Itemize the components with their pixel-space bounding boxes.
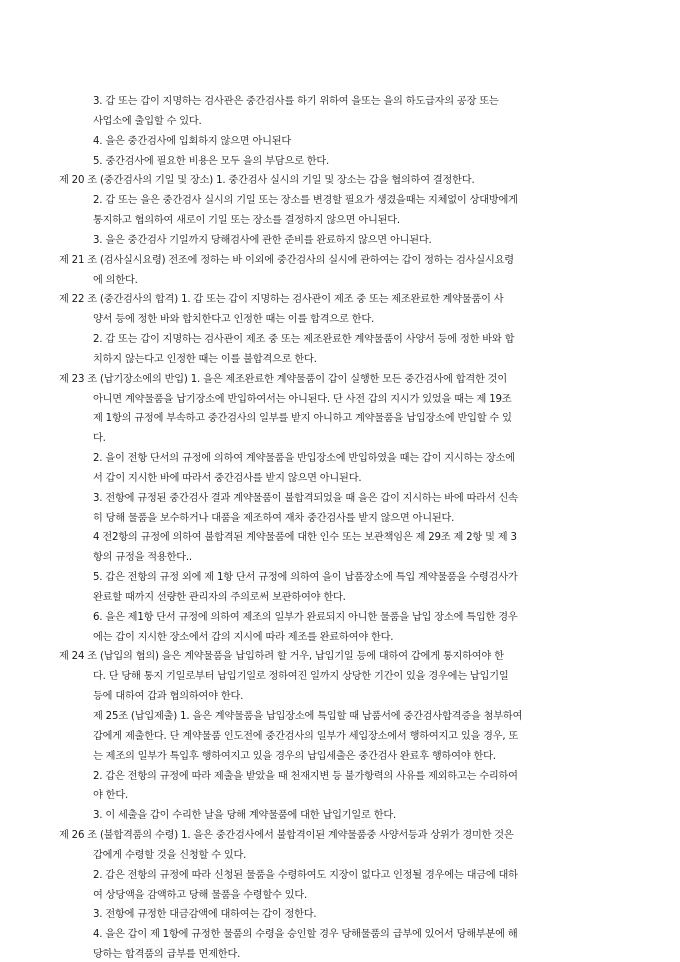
text-line: 3. 이 세출을 갑이 수리한 날을 당해 계약물품에 대한 납입기일로 한다. <box>93 810 397 822</box>
text-line: 3. 전항에 규정한 대금감액에 대하여는 갑이 정한다. <box>93 909 317 921</box>
text-line: 갑에게 제출한다. 단 계약물품 인도전에 중간검사의 일부가 세입장소에서 행하여지고 있을 경우, 또 <box>93 730 519 742</box>
text-line: 갑에게 수령할 것을 신청할 수 있다. <box>93 849 247 861</box>
text-line: 4 전2항의 규정에 의하여 불합격된 계약물품에 대한 인수 또는 보관책임은 제 29조 제 2항 및 제 3 <box>93 532 517 544</box>
text-line: 6. 을은 제1항 단서 규정에 의하여 제조의 일부가 완료되지 아니한 물품을 납입 장소에 특입한 경우 <box>93 611 518 623</box>
article-heading: 제 24 조 (납입의 협의) 을은 계약물품을 납입하려 할 거우, 납입기일 등에 대하여 갑에게 통지하여야 한 <box>59 651 504 663</box>
text-line: 4. 을은 갑이 제 1항에 규정한 물품의 수령을 승인할 경우 당해물품의 급부에 있어서 당해부분에 해 <box>93 929 518 941</box>
article-heading: 제 22 조 (중간검사의 합격) 1. 갑 또는 갑이 지명하는 검사관이 제조 중 또는 제조완료한 계약물품이 사 <box>59 294 504 306</box>
text-line: 다. 단 당해 통지 기일로부터 납입기일로 정하여진 일까지 상당한 기간이 있을 경우에는 납입기일 <box>93 671 509 683</box>
text-line: 서 갑이 지시한 바에 따라서 중간검사를 받지 않으면 아니된다. <box>93 472 362 484</box>
text-line: 5. 갑은 전항의 규정 외에 제 1항 단서 규정에 의하여 을이 납품장소에 특입 계약물품을 수령검사가 <box>93 572 518 584</box>
text-line: 등에 대하여 갑과 협의하여야 한다. <box>93 691 244 703</box>
text-line: 야 한다. <box>93 790 128 802</box>
text-line: 2. 갑 또는 을은 중간검사 실시의 기일 또는 장소를 변경할 필요가 생겼을때는 지체없이 상대방에게 <box>93 195 518 207</box>
article-heading: 제 26 조 (불합격품의 수령) 1. 을은 중간검사에서 불합격이된 계약물품중 사양서등과 상위가 경미한 것은 <box>59 830 514 841</box>
article-heading: 제 21 조 (검사실시요령) 전조에 정하는 바 이외에 중간검사의 실시에 관하여는 갑이 정하는 검사실시요령 <box>59 254 514 266</box>
text-line: 에는 갑이 지시한 장소에서 갑의 지시에 따라 제조를 완료하여야 한다. <box>93 631 394 643</box>
text-line: 2. 갑은 전항의 규정에 따라 제출을 받았을 때 천재지변 등 불가항력의 사유를 제외하고는 수리하여 <box>93 770 518 782</box>
text-line: 당하는 합격품의 급부를 면제한다. <box>93 949 241 960</box>
article-heading: 제 23 조 (납기장소에의 반입) 1. 을은 제조완료한 계약물품이 갑이 실행한 모든 중간검사에 합격한 것이 <box>59 373 507 385</box>
text-line: 3. 전항에 규정된 중간검사 결과 계약물품이 불합격되었을 때 을은 갑이 지시하는 바에 따라서 신속 <box>93 492 518 504</box>
text-line: 는 제조의 일부가 특입후 행하여지고 있을 경우의 납입세출은 중간검사 완료후 행하여야 한다. <box>93 750 496 762</box>
text-line: 3. 을은 중간검사 기일까지 당해검사에 관한 준비를 완료하지 않으면 아니된다. <box>93 234 432 246</box>
text-line: 5. 중간검사에 필요한 비용은 모두 을의 부담으로 한다. <box>93 155 330 167</box>
text-line: 히 당해 물품을 보수하거나 대품을 제조하여 재차 중간검사를 받지 않으면 아니된다. <box>93 512 455 524</box>
text-line: 3. 갑 또는 갑이 지명하는 검사관은 중간검사를 하기 위하여 을또는 을의 하도급자의 공장 또는 <box>93 96 499 107</box>
text-line: 다. <box>93 433 106 445</box>
text-line: 2. 갑은 전항의 규정에 따라 신청된 물품을 수령하여도 지장이 없다고 인정될 경우에는 대금에 대하 <box>93 869 518 881</box>
text-line: 항의 규정을 적용한다.. <box>93 552 192 564</box>
text-line: 에 의한다. <box>93 274 138 286</box>
article-heading: 제 25조 (납입제출) 1. 을은 계약물품을 납입장소에 특입할 때 납품서에 중간검사합격증을 첨부하여 <box>93 711 523 722</box>
text-line: 통지하고 협의하여 새로이 기일 또는 장소를 결정하지 않으면 아니된다. <box>93 215 400 226</box>
text-line: 사업소에 출입할 수 있다. <box>93 115 202 127</box>
article-heading: 제 20 조 (중간검사의 기일 및 장소) 1. 중간검사 실시의 기일 및 장소는 갑을 협의하여 결정한다. <box>59 175 475 187</box>
text-line: 완료할 때까지 선량한 관리자의 주의로써 보관하여야 한다. <box>93 591 346 603</box>
text-line: 2. 을이 전항 단서의 규정에 의하여 계약물품을 반입장소에 반입하였을 때는 갑이 지시하는 장소에 <box>93 453 515 465</box>
text-line: 4. 을은 중간검사에 입회하지 않으면 아니된다 <box>93 135 292 147</box>
text-line: 여 상당액을 감액하고 당해 물품을 수령할수 있다. <box>93 889 308 901</box>
text-line: 2. 갑 또는 갑이 지명하는 검사관이 제조 중 또는 제조완료한 계약물품이 사양서 등에 정한 바와 합 <box>93 334 515 345</box>
text-line: 치하지 않는다고 인정한 때는 이를 불합격으로 한다. <box>93 353 317 365</box>
text-line: 양서 등에 정한 바와 합치한다고 인정한 때는 이를 합격으로 한다. <box>93 314 375 326</box>
text-line: 아니면 계약물품을 납기장소에 반입하여서는 아니된다. 단 사전 갑의 지시가 있었을 때는 제 19조 <box>93 393 512 405</box>
text-line: 제 1항의 규정에 부속하고 중간검사의 일부를 받지 아니하고 계약물품을 납입장소에 반입할 수 있 <box>93 413 512 425</box>
